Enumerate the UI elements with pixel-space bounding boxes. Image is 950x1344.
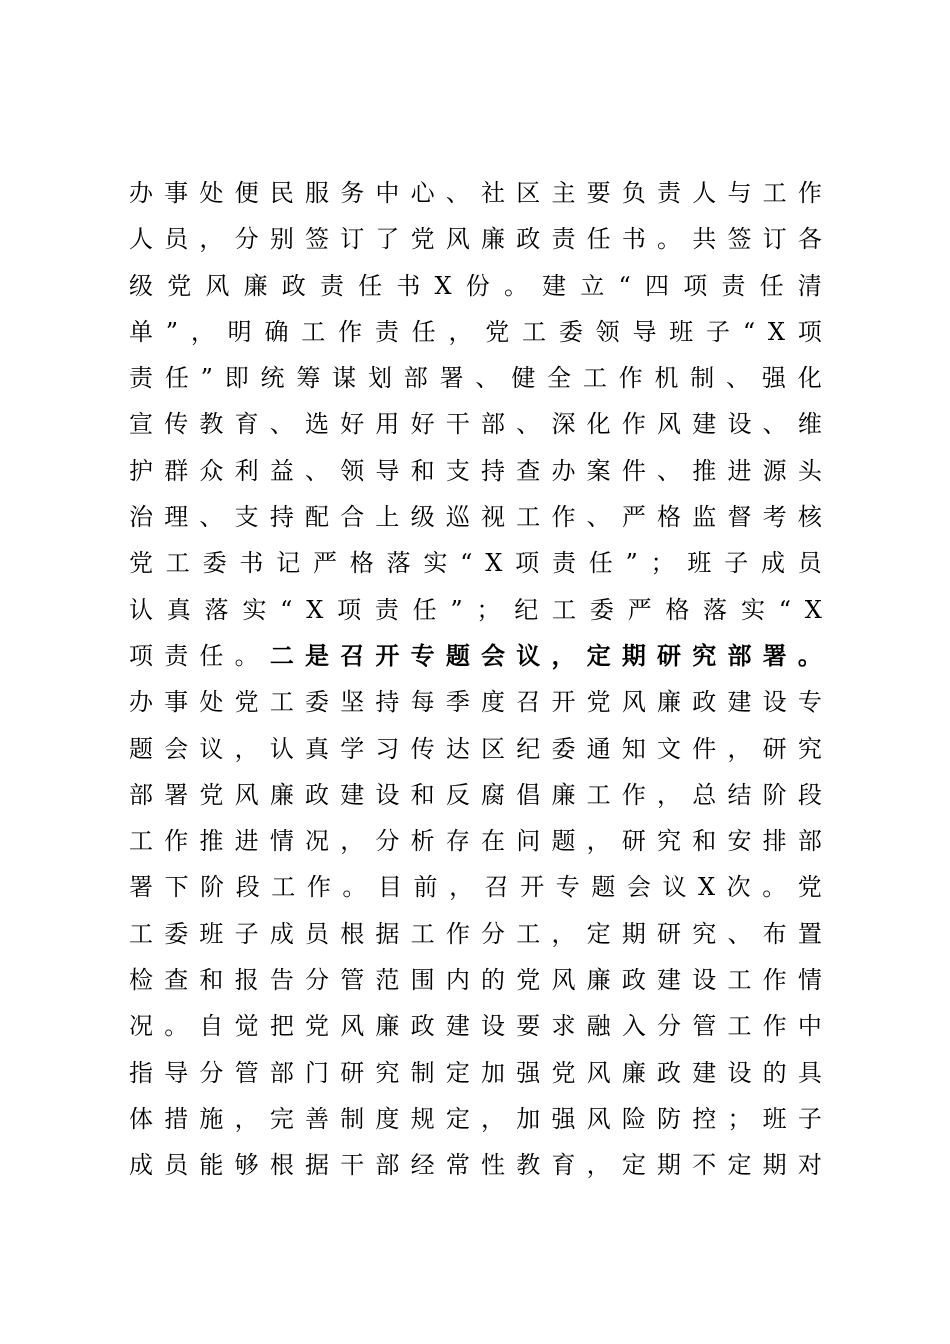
text-line: 工 作 推 进 情 况 ， 分 析 存 在 问 题 ， 研 究 和 安 排 部: [129, 827, 822, 856]
text-line: 党 工 委 书 记 严 格 落 实 “ X 项 责 任 ” ； 班 子 成 员: [129, 549, 822, 578]
text-line: 级 党 风 廉 政 责 任 书 X 份 。 建 立 “ 四 项 责 任 清: [129, 271, 822, 300]
text-line: 责 任 ” 即 统 筹 谋 划 部 署 、 健 全 工 作 机 制 、 强 化: [129, 364, 822, 393]
text-line: 题 会 议 ， 认 真 学 习 传 达 区 纪 委 通 知 文 件 ， 研 究: [129, 734, 822, 763]
text-line: 人 员 ， 分 别 签 订 了 党 风 廉 政 责 任 书 。 共 签 订 各: [129, 225, 822, 254]
text-line: 单 ” ， 明 确 工 作 责 任 ， 党 工 委 领 导 班 子 “ X 项: [129, 317, 822, 346]
text-line: 办 事 处 党 工 委 坚 持 每 季 度 召 开 党 风 廉 政 建 设 专: [129, 688, 822, 717]
text-line: 成 员 能 够 根 据 干 部 经 常 性 教 育 ， 定 期 不 定 期 对: [129, 1151, 822, 1180]
text-line: 护 群 众 利 益 、 领 导 和 支 持 查 办 案 件 、 推 进 源 头: [129, 456, 822, 485]
text-line: 宣 传 教 育 、 选 好 用 好 干 部 、 深 化 作 风 建 设 、 维: [129, 410, 822, 439]
body-text: [129, 170, 822, 1189]
text-line: 项 责 任 。 二 是 召 开 专 题 会 议 ， 定 期 研 究 部 署 。: [129, 640, 822, 670]
text-line: 办 事 处 便 民 服 务 中 心 、 社 区 主 要 负 责 人 与 工 作: [129, 179, 822, 207]
text-line: 部 署 党 风 廉 政 建 设 和 反 腐 倡 廉 工 作 ， 总 结 阶 段: [129, 780, 822, 809]
text-line: 认 真 落 实 “ X 项 责 任 ” ； 纪 工 委 严 格 落 实 “ X: [129, 595, 822, 624]
text-line: 体 措 施 ， 完 善 制 度 规 定 ， 加 强 风 险 防 控 ； 班 子: [129, 1104, 822, 1133]
text-line: 工 委 班 子 成 员 根 据 工 作 分 工 ， 定 期 研 究 、 布 置: [129, 919, 822, 948]
text-line: 检 查 和 报 告 分 管 范 围 内 的 党 风 廉 政 建 设 工 作 情: [129, 966, 822, 995]
text-line: 况 。 自 觉 把 党 风 廉 政 建 设 要 求 融 入 分 管 工 作 中: [129, 1012, 822, 1041]
text-line: 治 理 、 支 持 配 合 上 级 巡 视 工 作 、 严 格 监 督 考 核: [129, 503, 822, 532]
text-line: 指 导 分 管 部 门 研 究 制 定 加 强 党 风 廉 政 建 设 的 具: [129, 1058, 822, 1087]
text-line: 署 下 阶 段 工 作 。 目 前 ， 召 开 专 题 会 议 X 次 。 党: [129, 873, 822, 902]
